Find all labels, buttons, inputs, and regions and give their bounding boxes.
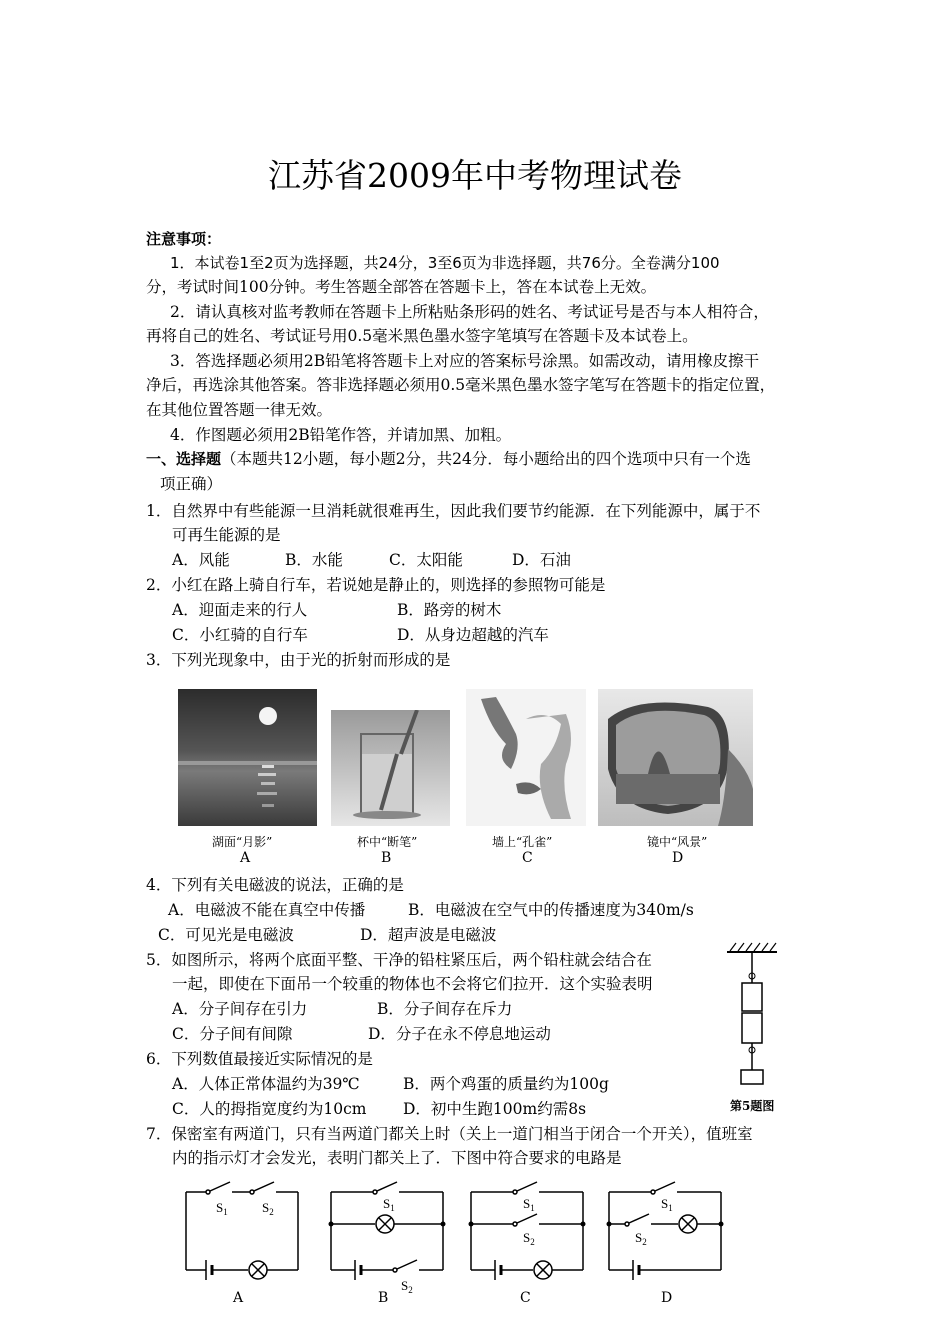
section-1-header xyxy=(146,447,751,471)
page-title: 江苏省2009年中考物理试卷 xyxy=(268,156,682,195)
q4-option-b: B．电磁波在空气中的传播速度为340m/s xyxy=(408,901,694,919)
circuit-d-s2-label: $S_2$ xyxy=(635,1230,647,1247)
q3-caption-b: 杯中“断笔” xyxy=(357,835,418,849)
q5-stem-line-1: 5．如图所示，将两个底面平整、干净的铅柱紧压后，两个铅柱就会结合在 xyxy=(146,951,652,969)
notice-4-line-1: 4．作图题必须用2B铅笔作答，并请加黑、加粗。 xyxy=(170,426,512,444)
q5-option-b: B．分子间存在斥力 xyxy=(377,1000,513,1018)
notice-2-line-2: 再将自己的姓名、考试证号用0.5毫米黑色墨水签字笔填写在答题卡及本试卷上。 xyxy=(146,327,698,345)
q7-letter-b: B xyxy=(378,1290,389,1306)
notice-2-line-1: 2．请认真核对监考教师在答题卡上所粘贴条形码的姓名、考试证号是否与本人相符合， xyxy=(170,303,769,321)
q7-letter-d: D xyxy=(661,1290,673,1306)
q7-circuit-c xyxy=(465,1178,590,1308)
q4-option-c: C．可见光是电磁波 xyxy=(158,926,294,944)
q2-stem: 2．小红在路上骑自行车，若说她是静止的，则选择的参照物可能是 xyxy=(146,576,606,594)
q5-stem-line-2: 一起，即使在下面吊一个较重的物体也不会将它们拉开．这个实验表明 xyxy=(172,975,653,993)
q4-stem: 4．下列有关电磁波的说法，正确的是 xyxy=(146,876,404,894)
notice-heading: 注意事项： xyxy=(146,230,222,248)
moon-over-lake-icon xyxy=(178,689,317,826)
q7-circuit-a xyxy=(180,1178,305,1308)
q2-option-d: D．从身边超越的汽车 xyxy=(397,626,549,644)
q3-caption-a: 湖面“月影” xyxy=(212,835,273,849)
q5-lead-cylinders-figure xyxy=(722,940,782,1090)
q1-option-b: B．水能 xyxy=(285,551,343,569)
section-1-heading: 一、选择题 xyxy=(146,450,222,468)
q5-figure-caption: 第5题图 xyxy=(730,1099,775,1113)
q3-stem: 3．下列光现象中，由于光的折射而形成的是 xyxy=(146,651,451,669)
q3-image-d xyxy=(598,689,753,826)
circuit-c-s1-label: $S_1$ xyxy=(523,1196,535,1213)
notice-1-line-2: 分，考试时间100分钟。考生答题全部答在答题卡上，答在本试卷上无效。 xyxy=(146,278,657,296)
notice-3-line-1: 3．答选择题必须用2B铅笔将答题卡上对应的答案标号涂黑。如需改动，请用橡皮擦干 xyxy=(170,352,760,370)
q5-option-d: D．分子在永不停息地运动 xyxy=(368,1025,551,1043)
q2-option-b: B．路旁的树木 xyxy=(397,601,502,619)
q6-option-c: C．人的拇指宽度约为10cm xyxy=(172,1100,367,1118)
q1-option-d: D．石油 xyxy=(512,551,571,569)
q7-stem-line-1: 7．保密室有两道门，只有当两道门都关上时（关上一道门相当于闭合一个开关），值班室 xyxy=(146,1125,753,1143)
q3-letter-c: C xyxy=(522,850,533,866)
q3-image-c xyxy=(466,689,586,826)
q7-circuit-b xyxy=(325,1178,450,1308)
q1-stem-line-2: 可再生能源的是 xyxy=(172,526,281,544)
q3-letter-b: B xyxy=(381,850,392,866)
notice-3-line-2: 净后，再选涂其他答案。答非选择题必须用0.5毫米黑色墨水签字笔写在答题卡的指定位置， xyxy=(146,376,776,394)
q2-option-c: C．小红骑的自行车 xyxy=(172,626,308,644)
q5-option-a: A．分子间存在引力 xyxy=(172,1000,308,1018)
circuit-a-s2-label: $S_2$ xyxy=(262,1200,274,1217)
q7-stem-line-2: 内的指示灯才会发光，表明门都关上了．下图中符合要求的电路是 xyxy=(172,1149,622,1167)
q3-letter-d: D xyxy=(672,850,684,866)
circuit-d-s1-label: $S_1$ xyxy=(661,1196,673,1213)
q3-image-b xyxy=(331,710,450,826)
section-1-desc: （本题共12小题，每小题2分，共24分．每小题给出的四个选项中只有一个选 xyxy=(221,450,751,468)
q6-option-b: B．两个鸡蛋的质量约为100g xyxy=(403,1075,609,1093)
q4-option-a: A．电磁波不能在真空中传播 xyxy=(168,901,366,919)
circuit-c-s2-label: $S_2$ xyxy=(523,1230,535,1247)
circuit-b-s2-label: $S_2$ xyxy=(401,1278,413,1295)
q1-option-a: A．风能 xyxy=(172,551,230,569)
q3-caption-c: 墙上“孔雀” xyxy=(492,835,553,849)
q6-stem: 6．下列数值最接近实际情况的是 xyxy=(146,1050,373,1068)
q3-caption-d: 镜中“风景” xyxy=(647,835,708,849)
q6-option-a: A．人体正常体温约为39℃ xyxy=(172,1075,360,1093)
q7-letter-c: C xyxy=(520,1290,531,1306)
q2-option-a: A．迎面走来的行人 xyxy=(172,601,308,619)
q5-option-c: C．分子间有间隙 xyxy=(172,1025,293,1043)
q7-circuit-d xyxy=(603,1178,728,1308)
q1-stem-line-1: 1．自然界中有些能源一旦消耗就很难再生，因此我们要节约能源．在下列能源中，属于不 xyxy=(146,502,761,520)
q3-image-a xyxy=(178,689,317,826)
car-mirror-icon xyxy=(598,689,753,826)
q6-option-d: D．初中生跑100m约需8s xyxy=(403,1100,587,1118)
q1-option-c: C．太阳能 xyxy=(389,551,463,569)
q7-letter-a: A xyxy=(233,1290,244,1306)
hand-shadow-icon xyxy=(466,689,586,826)
circuit-a-s1-label: $S_1$ xyxy=(216,1200,228,1217)
notice-3-line-3: 在其他位置答题一律无效。 xyxy=(146,401,333,419)
notice-1-line-1: 1．本试卷1至2页为选择题，共24分，3至6页为非选择题，共76分。全卷满分100 xyxy=(170,254,720,272)
circuit-b-s1-label: $S_1$ xyxy=(383,1196,395,1213)
pencil-in-glass-icon xyxy=(331,710,450,826)
q3-letter-a: A xyxy=(240,850,251,866)
section-1-desc-line-2: 项正确） xyxy=(160,475,223,493)
q4-option-d: D．超声波是电磁波 xyxy=(360,926,497,944)
